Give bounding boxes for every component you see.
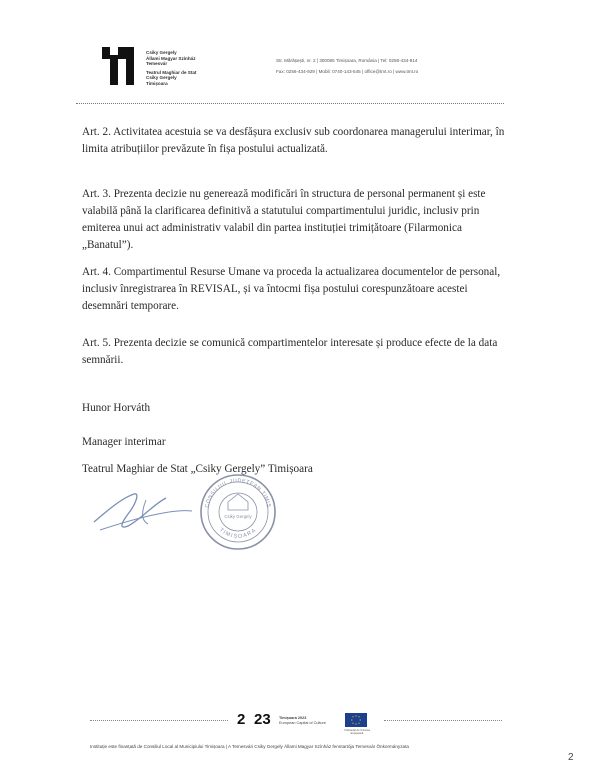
ecoc-caption-line: European Capital of Culture [279, 720, 326, 725]
stamp-ring-text: CONSILIUL JUDEȚEAN TIMIȘ [204, 477, 272, 509]
stamp-bottom-text: TIMIȘOARA [217, 527, 259, 540]
contact-address-line: Str. Mărășești, nr. 2 | 300085 Timișoara, România | Tel: 0256-434-814 [276, 58, 418, 63]
theatre-name-block [146, 50, 196, 87]
article-2: Art. 2. Activitatea acestuia se va desfășura exclusiv sub coordonarea managerului interimar, în limita atribuțiilor prevăzute în fișa postului actualizată. [82, 126, 505, 155]
official-stamp [198, 472, 278, 552]
logo-line: Állami Magyar Színház [146, 55, 196, 61]
theatre-logo-icon [102, 47, 134, 85]
ecoc-logo-two: 2 [237, 711, 246, 728]
footer-divider-right [384, 720, 502, 721]
signatory-role: Manager interimar [82, 436, 166, 448]
handwritten-signature [88, 480, 198, 540]
article-3: Art. 3. Prezenta decizie nu generează modificări în structura de personal permanent și este valabilă până la clarificarea definitivă a statutului compartimentului juridic, inclusiv prin emiterea unui act administrativ valabil din partea instituției trimițătoare (Filarmonica „Banatul”). [82, 188, 486, 251]
ecoc-logo-twentythree: 23 [254, 711, 271, 728]
signatory-name: Hunor Horváth [82, 402, 151, 414]
svg-text:TIMIȘOARA [218, 527, 258, 540]
signatory-institution: Teatrul Maghiar de Stat „Csiky Gergely” Timișoara [82, 463, 313, 475]
article-4: Art. 4. Compartimentul Resurse Umane va proceda la actualizarea documentelor de personal, inclusiv înregistrarea în REVISAL, și va întocmi fișa postului corespunzătoare acestei desemnări temporare. [82, 266, 501, 312]
eu-flag-icon [345, 713, 367, 727]
ecoc-caption-line: Timișoara 2023 [279, 716, 307, 720]
header-divider [76, 103, 504, 104]
logo-line: Timișoara [146, 80, 168, 86]
page-number: 2 [568, 752, 574, 763]
logo-line: Teatrul Maghiar de Stat [146, 69, 197, 75]
article-5: Art. 5. Prezenta decizie se comunică compartimentelor interesate și produce efecte de la data semnării. [82, 337, 498, 366]
contact-phone-line: Fax: 0256-434-929 | Mobil: 0740-143-545 | office@tmt.ro | www.tmt.ro [276, 69, 419, 74]
footer-divider-left [90, 720, 228, 721]
logo-line: Csiky Gergely [146, 50, 177, 55]
funding-footer: Instituție este finanțată de Consiliul Local al Municipiului Timișoara | A Temesvári Csiky Gergely Állami Magyar Színház fenntartója Temesvár Önkormányzata [90, 744, 409, 749]
stamp-center-text: Csiky Gergely [224, 514, 252, 519]
logo-line: Csiky Gergely [146, 75, 177, 81]
eu-caption: Cofinanțat de Uniunea Europeană [344, 729, 370, 736]
logo-line: Temesvár [146, 61, 168, 67]
ecoc-caption [279, 716, 326, 725]
